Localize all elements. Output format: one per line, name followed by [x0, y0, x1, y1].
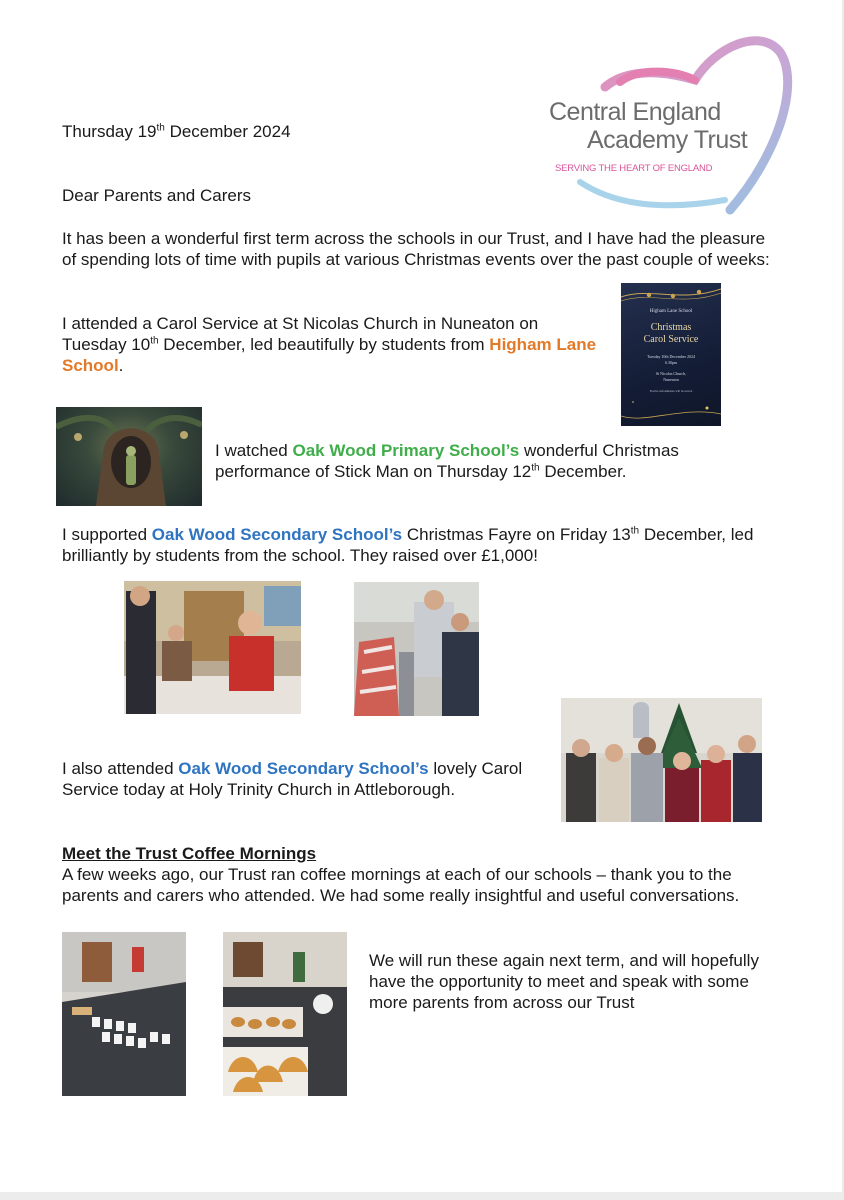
fayre-tombola-photo — [354, 582, 479, 716]
higham-lane-school-name: Higham Lane School — [62, 335, 597, 375]
holy-trinity-group-photo — [561, 698, 762, 822]
stick-man-paragraph: I watched Oak Wood Primary School’s wonderful Christmas performance of Stick Man on Thursday 12th December. — [215, 441, 679, 481]
coffee-mornings-heading: Meet the Trust Coffee Mornings — [62, 844, 317, 863]
oak-wood-secondary-name-2: Oak Wood Secondary School’s — [178, 759, 429, 778]
poster-title-1: Christmas — [650, 322, 692, 333]
carol-service-poster — [621, 283, 721, 426]
trust-logo — [545, 22, 795, 222]
pastries-photo — [223, 932, 347, 1096]
fayre-stall-photo — [124, 581, 301, 714]
tree-house-stage-icon — [56, 407, 202, 506]
coffee-mornings-paragraph: A few weeks ago, our Trust ran coffee mornings at each of our schools – thank you to the parents and carers who attended. We had some really insightful and useful conversations. — [62, 865, 740, 905]
stick-man-performance-photo — [56, 407, 202, 506]
oak-wood-secondary-name: Oak Wood Secondary School’s — [151, 525, 403, 544]
poster-title-2: Carol Service — [643, 334, 699, 345]
fayre-tombola-scene-icon — [354, 582, 479, 716]
poster-date: Tuesday 10th December 2024 — [647, 354, 695, 359]
oak-wood-primary-name: Oak Wood Primary School’s — [292, 441, 520, 460]
poster-venue-2: Nuneaton — [663, 377, 679, 382]
logo-line-1: Central England — [549, 98, 721, 126]
holy-trinity-carol-paragraph: I also attended Oak Wood Secondary School’s lovely Carol Service today at Holy Trinity Church in Attleborough. — [62, 759, 523, 799]
music-notes-icon — [621, 283, 721, 307]
fayre-stall-scene-icon — [124, 581, 301, 714]
logo-tagline: SERVING THE HEART OF ENGLAND — [555, 163, 713, 174]
logo-line-2: Academy Trust — [587, 126, 748, 154]
carol-service-paragraph: I attended a Carol Service at St Nicolas Church in Nuneaton on Tuesday 10th December, led beautifully by students from Higham Lane School. — [62, 314, 597, 375]
poster-school: Higham Lane School — [649, 309, 693, 314]
poster-venue-1: St Nicolas Church, — [655, 371, 687, 376]
next-term-paragraph: We will run these again next term, and will hopefully have the opportunity to meet and speak with some more parents from across our Trust — [369, 951, 759, 1012]
christmas-fayre-paragraph: I supported Oak Wood Secondary School’s Christmas Fayre on Friday 13th December, led brilliantly by students from the school. They raised over £1,000! — [62, 525, 754, 565]
poster-time: 6.30pm — [664, 360, 678, 365]
intro-paragraph: It has been a wonderful first term across the schools in our Trust, and I have had the pleasure of spending lots of time with pupils at various Christmas events over the past couple of weeks: — [62, 229, 770, 269]
church-group-scene-icon — [561, 698, 762, 822]
salutation: Dear Parents and Carers — [62, 186, 251, 205]
poster-note: Festive refreshments will be served — [649, 389, 693, 393]
letter-date: Thursday 19th December 2024 — [62, 122, 291, 141]
poster-decoration-icon — [621, 396, 721, 426]
pastries-scene-icon — [223, 932, 347, 1096]
coffee-cups-scene-icon — [62, 932, 186, 1096]
coffee-cups-photo — [62, 932, 186, 1096]
